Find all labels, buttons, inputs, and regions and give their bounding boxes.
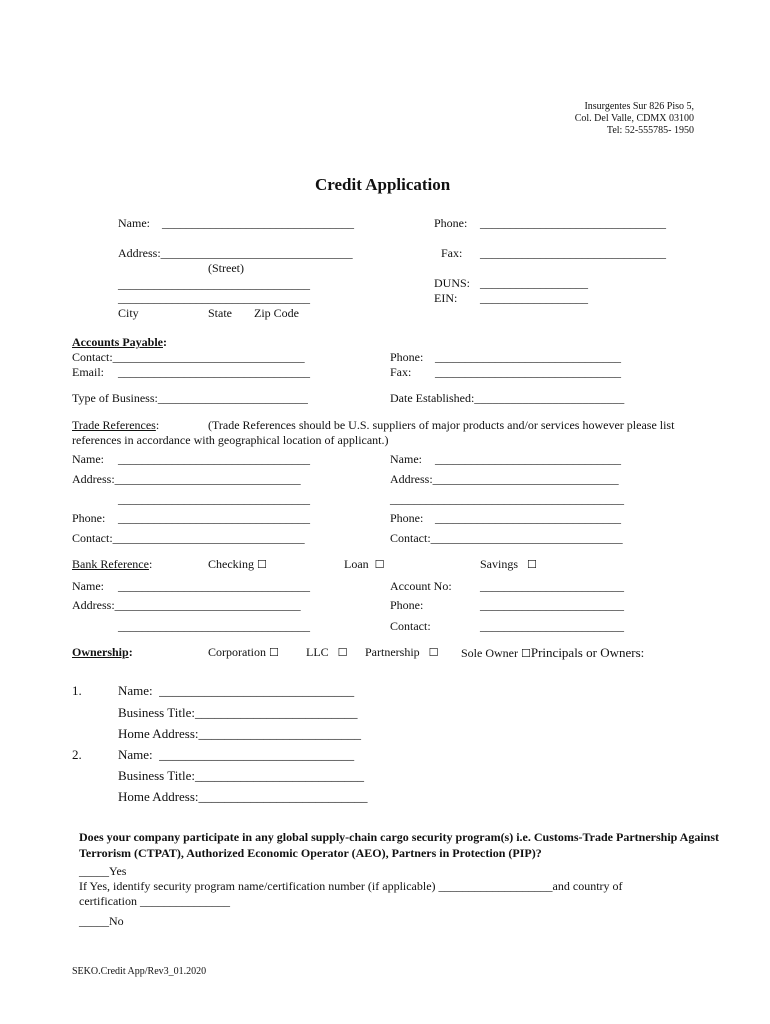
principal-2-name-field[interactable]: Name: ______________________________: [118, 747, 355, 762]
applicant-address-field[interactable]: Address:________________________________: [118, 246, 353, 260]
trade-references-note2: references in accordance with geographical location of applicant.): [72, 433, 389, 447]
checkbox-icon[interactable]: ☐: [527, 558, 537, 571]
date-established-field[interactable]: Date Established:_________________________: [390, 391, 625, 405]
ref2-address-field[interactable]: Address:_______________________________: [390, 472, 619, 486]
ein-field[interactable]: __________________: [480, 291, 588, 305]
applicant-fax-label: Fax:: [441, 246, 463, 260]
llc-option[interactable]: LLC ☐: [306, 645, 348, 659]
zip-caption: Zip Code: [254, 306, 299, 320]
security-yes-option[interactable]: _____Yes: [79, 864, 127, 878]
ref2-name-field[interactable]: _______________________________: [435, 452, 621, 466]
ap-fax-field[interactable]: _______________________________: [435, 365, 621, 379]
corporation-option[interactable]: Corporation ☐: [208, 645, 279, 659]
ap-email-field[interactable]: ________________________________: [118, 365, 310, 379]
ein-label: EIN:: [434, 291, 458, 305]
company-address-line2: Col. Del Valle, CDMX 03100: [574, 113, 694, 124]
checkbox-icon[interactable]: ☐: [521, 647, 531, 660]
security-program-field[interactable]: If Yes, identify security program name/certification number (if applicable) ___________________and country of: [79, 879, 623, 893]
city-caption: City: [118, 306, 139, 320]
ref2-name-label: Name:: [390, 452, 422, 466]
principal-1-home-field[interactable]: Home Address:_________________________: [118, 726, 362, 741]
checkbox-icon[interactable]: ☐: [337, 646, 348, 659]
ref1-phone-field[interactable]: ________________________________: [118, 511, 310, 525]
company-phone: Tel: 52-555785- 1950: [606, 125, 694, 136]
company-address-line1: Insurgentes Sur 826 Piso 5,: [584, 101, 694, 112]
duns-field[interactable]: __________________: [480, 276, 588, 290]
ref2-phone-label: Phone:: [390, 511, 424, 525]
applicant-fax-field[interactable]: _______________________________: [480, 246, 666, 260]
state-caption: State: [208, 306, 232, 320]
account-no-label: Account No:: [390, 579, 452, 593]
bank-address-line[interactable]: ________________________________: [118, 619, 310, 633]
duns-label: DUNS:: [434, 276, 471, 290]
bank-phone-field[interactable]: ________________________: [480, 598, 624, 612]
sole-owner-option[interactable]: Sole Owner ☐Principals or Owners:: [461, 645, 645, 660]
bank-address-field[interactable]: Address:_______________________________: [72, 598, 301, 612]
principal-2-home-field[interactable]: Home Address:__________________________: [118, 789, 368, 804]
applicant-address-line1[interactable]: ________________________________: [118, 277, 310, 291]
principal-2-number: 2.: [72, 747, 82, 762]
principal-1-name-field[interactable]: Name: ______________________________: [118, 683, 355, 698]
ref1-address-line[interactable]: ________________________________: [118, 492, 310, 506]
ap-fax-label: Fax:: [390, 365, 412, 379]
ref1-name-label: Name:: [72, 452, 104, 466]
applicant-name-field[interactable]: ________________________________: [162, 216, 354, 230]
certification-field[interactable]: certification _______________: [79, 894, 230, 908]
partnership-option[interactable]: Partnership ☐: [365, 645, 439, 659]
applicant-name-label: Name:: [118, 216, 150, 230]
savings-option[interactable]: Savings ☐: [480, 557, 537, 571]
ref2-phone-field[interactable]: _______________________________: [435, 511, 621, 525]
principal-1-title-field[interactable]: Business Title:_________________________: [118, 705, 358, 720]
checkbox-icon[interactable]: ☐: [428, 646, 439, 659]
trade-references-note: (Trade References should be U.S. suppliers of major products and/or services however please list: [208, 418, 675, 432]
ref2-address-line[interactable]: _______________________________________: [390, 492, 624, 506]
page-title: Credit Application: [315, 175, 451, 194]
applicant-address-line2[interactable]: ________________________________: [118, 291, 310, 305]
checking-option[interactable]: Checking ☐: [208, 557, 267, 571]
ap-contact-field[interactable]: Contact:________________________________: [72, 350, 305, 364]
applicant-phone-field[interactable]: _______________________________: [480, 216, 666, 230]
checkbox-icon[interactable]: ☐: [257, 558, 267, 571]
ref1-phone-label: Phone:: [72, 511, 106, 525]
accounts-payable-heading: Accounts Payable:: [72, 335, 167, 349]
bank-contact-field[interactable]: ________________________: [480, 619, 624, 633]
ap-phone-field[interactable]: _______________________________: [435, 350, 621, 364]
security-no-option[interactable]: _____No: [79, 914, 124, 928]
ref1-address-field[interactable]: Address:_______________________________: [72, 472, 301, 486]
applicant-phone-label: Phone:: [434, 216, 468, 230]
ownership-heading: Ownership:: [72, 645, 133, 659]
security-question: Does your company participate in any global supply-chain cargo security program(s) i.e. Customs-Trade Partnership Against Terrorism (CTPAT), Authorized Economic Operator (AEO), Partners in Protection (PIP)?: [79, 830, 720, 860]
principal-1-number: 1.: [72, 683, 82, 698]
principal-2-title-field[interactable]: Business Title:__________________________: [118, 768, 364, 783]
principals-label: Principals or Owners:: [530, 645, 645, 660]
bank-name-label: Name:: [72, 579, 104, 593]
type-of-business-field[interactable]: Type of Business:_________________________: [72, 391, 308, 405]
bank-contact-label: Contact:: [390, 619, 431, 633]
bank-reference-heading: Bank Reference:: [72, 557, 153, 571]
trade-references-heading: Trade References:: [72, 418, 160, 432]
account-no-field[interactable]: ________________________: [480, 579, 624, 593]
ref2-contact-field[interactable]: Contact:________________________________: [390, 531, 623, 545]
checkbox-icon[interactable]: ☐: [269, 646, 279, 659]
footer-revision: SEKO.Credit App/Rev3_01.2020: [72, 966, 207, 977]
ref1-contact-field[interactable]: Contact:________________________________: [72, 531, 305, 545]
ap-email-label: Email:: [72, 365, 104, 379]
ref1-name-field[interactable]: ________________________________: [118, 452, 310, 466]
bank-phone-label: Phone:: [390, 598, 424, 612]
loan-option[interactable]: Loan ☐: [344, 557, 385, 571]
street-caption: (Street): [208, 261, 244, 275]
bank-name-field[interactable]: ________________________________: [118, 579, 310, 593]
checkbox-icon[interactable]: ☐: [374, 558, 385, 571]
ap-phone-label: Phone:: [390, 350, 424, 364]
